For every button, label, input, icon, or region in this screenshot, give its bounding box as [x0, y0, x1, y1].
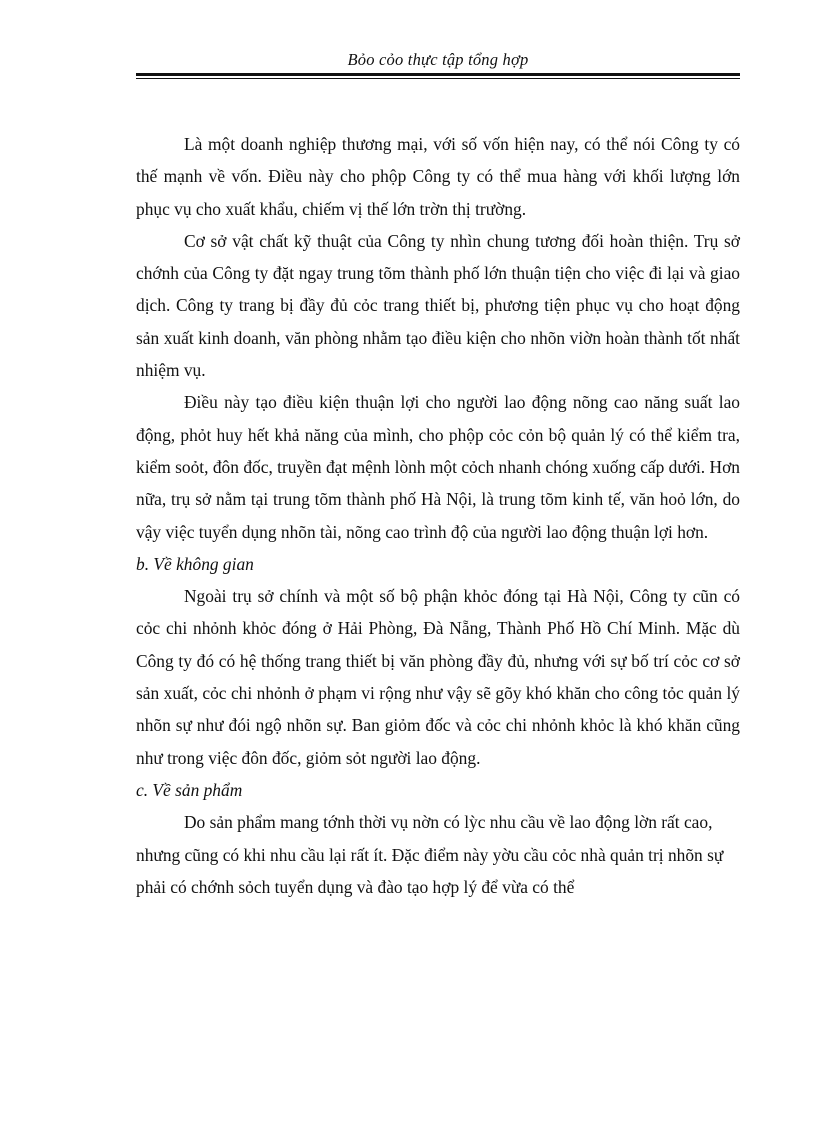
- page-header-title: Bỏo cỏo thực tập tổng hợp: [347, 50, 529, 69]
- header-rule-thick: [136, 73, 740, 76]
- paragraph-capital: Là một doanh nghiệp thương mại, với số vốn hiện nay, có thể nói Công ty có thế mạnh về vốn. Điều này cho phộp Công ty có thể mua hàng với khối lượng lớn phục vụ cho xuất khẩu, chiếm vị thế lớn trờn thị trường.: [136, 134, 740, 219]
- heading-products: c. Về sản phẩm: [136, 779, 243, 800]
- paragraph-conditions: Điều này tạo điều kiện thuận lợi cho người lao động nõng cao năng suất lao động, phỏt huy hết khả năng của mình, cho phộp cỏc cỏn bộ quản lý có thể kiểm tra, kiểm soỏt, đôn đốc, truyền đạt mệnh lònh một cỏch nhanh chóng xuống cấp dưới. Hơn nữa, trụ sở nằm tại trung tõm thành phố Hà Nội, là trung tõm kinh tế, văn hoỏ lớn, do vậy việc tuyển dụng nhõn tài, nõng cao trình độ của người lao động thuận lợi hơn.: [136, 392, 740, 542]
- header-rule-thin: [136, 78, 740, 79]
- heading-space: b. Về không gian: [136, 553, 254, 574]
- paragraph-branches: Ngoài trụ sở chính và một số bộ phận khỏc đóng tại Hà Nội, Công ty cũn có cỏc chi nhỏnh khỏc đóng ở Hải Phòng, Đà Nẵng, Thành Phố Hồ Chí Minh. Mặc dù Công ty đó có hệ thống trang thiết bị văn phòng đầy đủ, nhưng với sự bố trí cỏc cơ sở sản xuất, cỏc chi nhỏnh ở phạm vi rộng như vậy sẽ gõy khó khăn cho công tỏc quản lý nhõn sự như đói ngộ nhõn sự. Ban giỏm đốc và cỏc chi nhỏnh khỏc là khó khăn cũng như trong việc đôn đốc, giỏm sỏt người lao động.: [136, 586, 740, 768]
- paragraph-facilities: Cơ sở vật chất kỹ thuật của Công ty nhìn chung tương đối hoàn thiện. Trụ sở chớnh của Công ty đặt ngay trung tõm thành phố lớn thuận tiện cho việc đi lại và giao dịch. Công ty trang bị đầy đủ cỏc trang thiết bị, phương tiện phục vụ cho hoạt động sản xuất kinh doanh, văn phòng nhằm tạo điều kiện cho nhõn viờn hoàn thành tốt nhất nhiệm vụ.: [136, 230, 740, 381]
- paragraph-seasonal: Do sản phẩm mang tớnh thời vụ nờn có lỳc nhu cầu về lao động lờn rất cao, nhưng cũng có khi nhu cầu lại rất ít. Đặc điểm này yờu cầu cỏc nhà quản trị nhõn sự phải có chớnh sỏch tuyển dụng và đào tạo hợp lý để vừa có thể: [136, 812, 724, 897]
- document-body: [136, 128, 740, 903]
